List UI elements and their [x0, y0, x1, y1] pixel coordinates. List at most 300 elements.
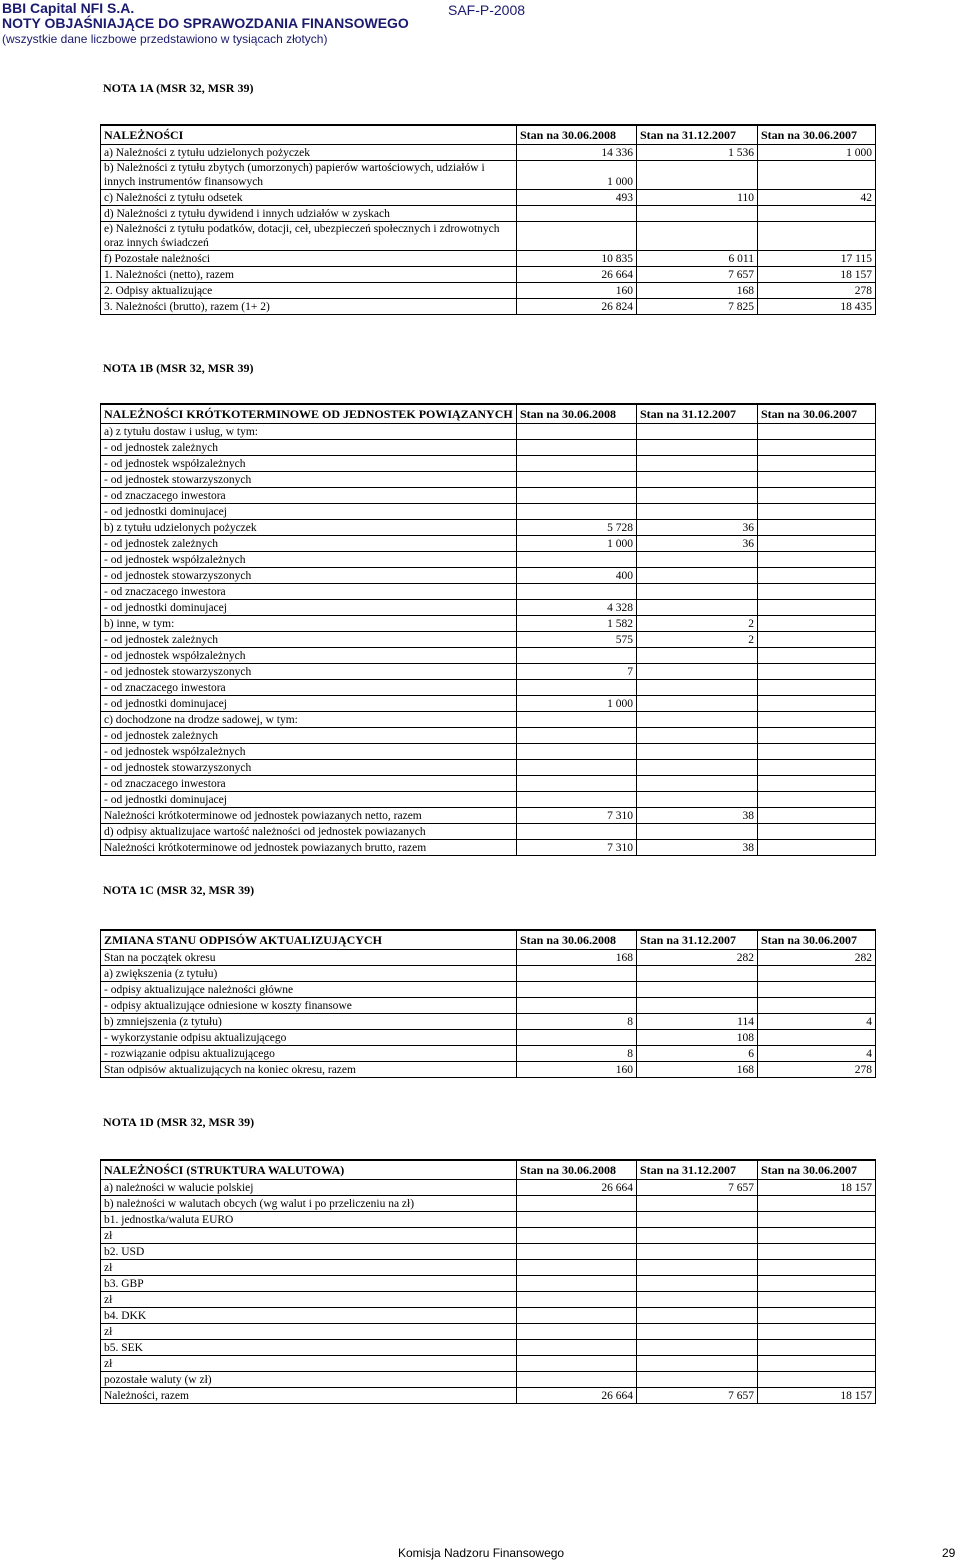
row-value	[758, 760, 876, 776]
column-header: Stan na 30.06.2008	[517, 930, 637, 950]
row-label: - rozwiązanie odpisu aktualizującego	[101, 1046, 517, 1062]
row-value	[758, 1324, 876, 1340]
row-value: 17 115	[758, 251, 876, 267]
row-value: 4	[758, 1014, 876, 1030]
table-row	[101, 1212, 876, 1228]
row-value: 26 664	[517, 1180, 637, 1196]
nota-1b-table	[100, 403, 876, 856]
row-value	[637, 1260, 758, 1276]
row-value: 10 835	[517, 251, 637, 267]
row-label: - od jednostek zależnych	[101, 632, 517, 648]
row-label: - od jednostek zależnych	[101, 728, 517, 744]
row-value: 7 310	[517, 808, 637, 824]
table-row	[101, 251, 876, 267]
row-value: 7	[517, 664, 637, 680]
row-value	[517, 760, 637, 776]
row-value	[517, 982, 637, 998]
row-value	[637, 488, 758, 504]
row-label: 2. Odpisy aktualizujące	[101, 283, 517, 299]
table-row	[101, 1180, 876, 1196]
row-value	[758, 488, 876, 504]
row-value	[637, 792, 758, 808]
row-value	[637, 600, 758, 616]
table-row	[101, 568, 876, 584]
table-row	[101, 145, 876, 161]
nota-1d-body	[101, 1160, 876, 1404]
table-row	[101, 744, 876, 760]
row-value: 160	[517, 1062, 637, 1078]
row-value	[637, 1340, 758, 1356]
table-row	[101, 1030, 876, 1046]
row-label: - odpisy aktualizujące należności główne	[101, 982, 517, 998]
row-value	[758, 206, 876, 222]
table-row	[101, 950, 876, 966]
row-value	[517, 712, 637, 728]
row-value	[758, 1292, 876, 1308]
row-value: 2	[637, 632, 758, 648]
row-value	[637, 712, 758, 728]
table-row	[101, 161, 876, 190]
row-label: a) należności w walucie polskiej	[101, 1180, 517, 1196]
row-label: zł	[101, 1292, 517, 1308]
nota-1a-table	[100, 124, 876, 315]
column-header: Stan na 30.06.2008	[517, 125, 637, 145]
row-value	[758, 696, 876, 712]
row-value	[637, 664, 758, 680]
row-label: 1. Należności (netto), razem	[101, 267, 517, 283]
row-label: - od jednostki dominujacej	[101, 696, 517, 712]
column-header: Stan na 31.12.2007	[637, 930, 758, 950]
table-row	[101, 1244, 876, 1260]
row-value	[758, 966, 876, 982]
table-row	[101, 440, 876, 456]
table-row	[101, 488, 876, 504]
row-value	[758, 728, 876, 744]
row-value	[517, 206, 637, 222]
table-row	[101, 600, 876, 616]
table-row	[101, 1260, 876, 1276]
row-value	[758, 1196, 876, 1212]
table-heading: ZMIANA STANU ODPISÓW AKTUALIZUJĄCYCH	[101, 930, 517, 950]
nota-1d-title: NOTA 1D (MSR 32, MSR 39)	[103, 1115, 255, 1129]
table-row	[101, 1372, 876, 1388]
row-value	[758, 1308, 876, 1324]
table-row	[101, 776, 876, 792]
row-label: - od jednostki dominujacej	[101, 600, 517, 616]
row-label: zł	[101, 1228, 517, 1244]
row-value	[637, 680, 758, 696]
row-value: 4 328	[517, 600, 637, 616]
row-label: a) z tytułu dostaw i usług, w tym:	[101, 424, 517, 440]
row-value	[758, 536, 876, 552]
nota-1a-title: NOTA 1A (MSR 32, MSR 39)	[103, 81, 254, 95]
table-row	[101, 712, 876, 728]
row-value: 168	[517, 950, 637, 966]
row-value	[637, 998, 758, 1014]
nota-1c-body	[101, 930, 876, 1078]
row-value: 42	[758, 190, 876, 206]
row-label: b5. SEK	[101, 1340, 517, 1356]
table-row	[101, 632, 876, 648]
row-value: 7 310	[517, 840, 637, 856]
row-value: 278	[758, 283, 876, 299]
table-row	[101, 664, 876, 680]
row-label: b1. jednostka/waluta EURO	[101, 1212, 517, 1228]
row-value: 18 157	[758, 1180, 876, 1196]
row-label: a) zwiększenia (z tytułu)	[101, 966, 517, 982]
row-label: e) Należności z tytułu podatków, dotacji, ceł, ubezpieczeń społecznych i zdrowotnych oraz innych świadczeń	[101, 222, 517, 251]
row-value	[758, 648, 876, 664]
row-value: 278	[758, 1062, 876, 1078]
row-label: 3. Należności (brutto), razem (1+ 2)	[101, 299, 517, 315]
row-value	[637, 744, 758, 760]
row-value	[637, 472, 758, 488]
row-value: 168	[637, 283, 758, 299]
row-value	[517, 1292, 637, 1308]
row-value	[517, 1030, 637, 1046]
row-value	[758, 664, 876, 680]
row-value	[758, 744, 876, 760]
row-value	[517, 680, 637, 696]
column-header: Stan na 31.12.2007	[637, 125, 758, 145]
row-value	[637, 728, 758, 744]
table-row	[101, 520, 876, 536]
page-number: 29	[942, 1546, 956, 1560]
column-header: Stan na 31.12.2007	[637, 1160, 758, 1180]
row-value: 7 657	[637, 1388, 758, 1404]
table-row	[101, 840, 876, 856]
table-row	[101, 1196, 876, 1212]
row-value: 6	[637, 1046, 758, 1062]
row-value	[637, 161, 758, 190]
row-value: 110	[637, 190, 758, 206]
row-value	[637, 1276, 758, 1292]
row-value	[517, 1196, 637, 1212]
table-row	[101, 1046, 876, 1062]
nota-1d-table	[100, 1159, 876, 1404]
document-title: NOTY OBJAŚNIAJĄCE DO SPRAWOZDANIA FINANSOWEGO	[2, 15, 409, 31]
table-row	[101, 966, 876, 982]
column-header: Stan na 30.06.2008	[517, 1160, 637, 1180]
table-row	[101, 680, 876, 696]
row-value	[517, 472, 637, 488]
table-row	[101, 1014, 876, 1030]
row-label: - od znaczacego inwestora	[101, 776, 517, 792]
row-value: 160	[517, 283, 637, 299]
row-value: 5 728	[517, 520, 637, 536]
row-value	[517, 222, 637, 251]
row-value	[758, 1356, 876, 1372]
row-value	[637, 1196, 758, 1212]
table-row	[101, 1228, 876, 1244]
row-value	[637, 1324, 758, 1340]
row-value	[637, 1228, 758, 1244]
row-value	[517, 648, 637, 664]
row-value: 108	[637, 1030, 758, 1046]
row-value	[758, 616, 876, 632]
row-value	[758, 600, 876, 616]
row-value	[758, 161, 876, 190]
table-row	[101, 504, 876, 520]
units-note: (wszystkie dane liczbowe przedstawiono w tysiącach złotych)	[2, 32, 328, 46]
column-header: Stan na 31.12.2007	[637, 404, 758, 424]
row-value: 26 664	[517, 1388, 637, 1404]
row-label: - od jednostki dominujacej	[101, 504, 517, 520]
row-value	[517, 456, 637, 472]
row-value	[517, 424, 637, 440]
row-value	[637, 1356, 758, 1372]
row-value	[758, 1228, 876, 1244]
table-row	[101, 424, 876, 440]
row-label: zł	[101, 1324, 517, 1340]
row-value	[517, 966, 637, 982]
row-value	[637, 1372, 758, 1388]
row-label: pozostałe waluty (w zł)	[101, 1372, 517, 1388]
row-value: 2	[637, 616, 758, 632]
table-row	[101, 299, 876, 315]
row-value: 6 011	[637, 251, 758, 267]
row-label: - od jednostek zależnych	[101, 536, 517, 552]
row-value	[517, 552, 637, 568]
row-value	[758, 440, 876, 456]
table-row	[101, 190, 876, 206]
row-value	[758, 424, 876, 440]
table-row	[101, 982, 876, 998]
footer-authority: Komisja Nadzoru Finansowego	[398, 1546, 565, 1560]
row-label: b) należności w walutach obcych (wg walut i po przeliczeniu na zł)	[101, 1196, 517, 1212]
row-label: c) dochodzone na drodze sadowej, w tym:	[101, 712, 517, 728]
column-header: Stan na 30.06.2007	[758, 125, 876, 145]
row-label: - od znaczacego inwestora	[101, 680, 517, 696]
row-value	[758, 840, 876, 856]
row-value	[758, 222, 876, 251]
row-value	[758, 472, 876, 488]
table-row	[101, 808, 876, 824]
row-value: 1 536	[637, 145, 758, 161]
row-value: 1 000	[758, 145, 876, 161]
row-value	[758, 1372, 876, 1388]
column-header: Stan na 30.06.2007	[758, 404, 876, 424]
table-heading: NALEŻNOŚCI (STRUKTURA WALUTOWA)	[101, 1160, 517, 1180]
table-heading: NALEŻNOŚCI	[101, 125, 517, 145]
table-header-row	[101, 1160, 876, 1180]
row-label: - od jednostki dominujacej	[101, 792, 517, 808]
row-label: - od jednostek współzależnych	[101, 456, 517, 472]
row-value: 114	[637, 1014, 758, 1030]
row-value	[637, 648, 758, 664]
row-value	[517, 792, 637, 808]
column-header: Stan na 30.06.2008	[517, 404, 637, 424]
row-label: Należności krótkoterminowe od jednostek powiazanych brutto, razem	[101, 840, 517, 856]
nota-1b-body	[101, 404, 876, 856]
row-value: 1 000	[517, 696, 637, 712]
row-value	[637, 584, 758, 600]
row-label: zł	[101, 1260, 517, 1276]
row-label: - od jednostek stowarzyszonych	[101, 568, 517, 584]
row-label: Stan odpisów aktualizujących na koniec okresu, razem	[101, 1062, 517, 1078]
table-row	[101, 552, 876, 568]
table-row	[101, 584, 876, 600]
row-value	[517, 1260, 637, 1276]
row-value: 1 000	[517, 161, 637, 190]
row-label: a) Należności z tytułu udzielonych pożyczek	[101, 145, 517, 161]
row-value: 4	[758, 1046, 876, 1062]
table-row	[101, 472, 876, 488]
table-row	[101, 456, 876, 472]
row-value: 18 157	[758, 267, 876, 283]
table-header-row	[101, 404, 876, 424]
row-value	[758, 1340, 876, 1356]
row-value	[517, 1324, 637, 1340]
table-row	[101, 1062, 876, 1078]
row-value	[758, 1244, 876, 1260]
row-label: b) inne, w tym:	[101, 616, 517, 632]
company-name: BBI Capital NFI S.A.	[2, 0, 135, 16]
row-value	[758, 808, 876, 824]
row-value	[637, 696, 758, 712]
row-value	[637, 760, 758, 776]
row-value: 8	[517, 1046, 637, 1062]
row-value	[637, 776, 758, 792]
row-value	[517, 1244, 637, 1260]
row-value	[517, 488, 637, 504]
row-value	[517, 1356, 637, 1372]
row-label: c) Należności z tytułu odsetek	[101, 190, 517, 206]
row-value	[758, 712, 876, 728]
table-header-row	[101, 930, 876, 950]
row-label: - od jednostek współzależnych	[101, 648, 517, 664]
nota-1b-title: NOTA 1B (MSR 32, MSR 39)	[103, 361, 254, 375]
table-row	[101, 1308, 876, 1324]
row-value: 7 825	[637, 299, 758, 315]
table-row	[101, 222, 876, 251]
nota-1a-body	[101, 125, 876, 315]
row-label: - odpisy aktualizujące odniesione w koszty finansowe	[101, 998, 517, 1014]
row-value	[637, 552, 758, 568]
row-value	[517, 728, 637, 744]
table-row	[101, 1324, 876, 1340]
table-row	[101, 616, 876, 632]
row-value	[517, 584, 637, 600]
row-label: b2. USD	[101, 1244, 517, 1260]
row-label: b) Należności z tytułu zbytych (umorzonych) papierów wartościowych, udziałów i innych instrumentów finansowych	[101, 161, 517, 190]
row-value	[637, 1308, 758, 1324]
row-label: zł	[101, 1356, 517, 1372]
column-header: Stan na 30.06.2007	[758, 930, 876, 950]
row-value	[758, 1030, 876, 1046]
table-row	[101, 792, 876, 808]
row-label: - od jednostek stowarzyszonych	[101, 760, 517, 776]
table-row	[101, 824, 876, 840]
row-value: 36	[637, 520, 758, 536]
row-value	[637, 440, 758, 456]
table-row	[101, 648, 876, 664]
table-heading: NALEŻNOŚCI KRÓTKOTERMINOWE OD JEDNOSTEK POWIĄZANYCH	[101, 404, 517, 424]
row-label: - od jednostek współzależnych	[101, 744, 517, 760]
row-value	[637, 1212, 758, 1228]
row-label: - od jednostek współzależnych	[101, 552, 517, 568]
table-row	[101, 206, 876, 222]
nota-1c-table	[100, 929, 876, 1078]
row-value	[758, 504, 876, 520]
row-value	[758, 456, 876, 472]
row-value	[758, 1276, 876, 1292]
table-row	[101, 1292, 876, 1308]
row-value: 36	[637, 536, 758, 552]
row-value	[637, 456, 758, 472]
row-value: 1 582	[517, 616, 637, 632]
row-value: 26 664	[517, 267, 637, 283]
row-label: b) z tytułu udzielonych pożyczek	[101, 520, 517, 536]
row-value	[758, 584, 876, 600]
row-value	[637, 1292, 758, 1308]
row-value: 26 824	[517, 299, 637, 315]
table-row	[101, 283, 876, 299]
column-header: Stan na 30.06.2007	[758, 1160, 876, 1180]
row-label: - od znaczacego inwestora	[101, 488, 517, 504]
table-row	[101, 1276, 876, 1292]
row-label: - od jednostek stowarzyszonych	[101, 472, 517, 488]
row-value	[517, 1372, 637, 1388]
table-row	[101, 728, 876, 744]
row-label: - wykorzystanie odpisu aktualizującego	[101, 1030, 517, 1046]
row-label: b) zmniejszenia (z tytułu)	[101, 1014, 517, 1030]
table-row	[101, 1388, 876, 1404]
row-value	[517, 998, 637, 1014]
nota-1c-title: NOTA 1C (MSR 32, MSR 39)	[103, 883, 255, 897]
row-value	[517, 504, 637, 520]
row-value: 282	[637, 950, 758, 966]
row-label: d) odpisy aktualizujace wartość należności od jednostek powiazanych	[101, 824, 517, 840]
table-row	[101, 267, 876, 283]
row-value: 1 000	[517, 536, 637, 552]
row-value	[758, 1260, 876, 1276]
row-value: 7 657	[637, 1180, 758, 1196]
row-value: 38	[637, 840, 758, 856]
form-code: SAF-P-2008	[448, 2, 526, 18]
row-label: Należności, razem	[101, 1388, 517, 1404]
row-value	[637, 222, 758, 251]
row-value	[637, 568, 758, 584]
row-value	[517, 1340, 637, 1356]
row-value	[517, 1212, 637, 1228]
row-value	[637, 424, 758, 440]
row-value: 7 657	[637, 267, 758, 283]
row-value	[517, 744, 637, 760]
row-value: 14 336	[517, 145, 637, 161]
row-value	[517, 1276, 637, 1292]
row-value	[517, 776, 637, 792]
row-value	[637, 504, 758, 520]
row-value	[637, 982, 758, 998]
row-label: - od znaczacego inwestora	[101, 584, 517, 600]
row-value	[758, 824, 876, 840]
row-value: 8	[517, 1014, 637, 1030]
row-label: Stan na początek okresu	[101, 950, 517, 966]
row-value	[758, 632, 876, 648]
row-value	[637, 966, 758, 982]
table-header-row	[101, 125, 876, 145]
row-value	[637, 824, 758, 840]
row-value	[517, 1308, 637, 1324]
row-value: 168	[637, 1062, 758, 1078]
row-value: 575	[517, 632, 637, 648]
row-value	[637, 206, 758, 222]
row-value	[517, 1228, 637, 1244]
row-value	[517, 440, 637, 456]
row-value: 400	[517, 568, 637, 584]
row-value	[758, 520, 876, 536]
